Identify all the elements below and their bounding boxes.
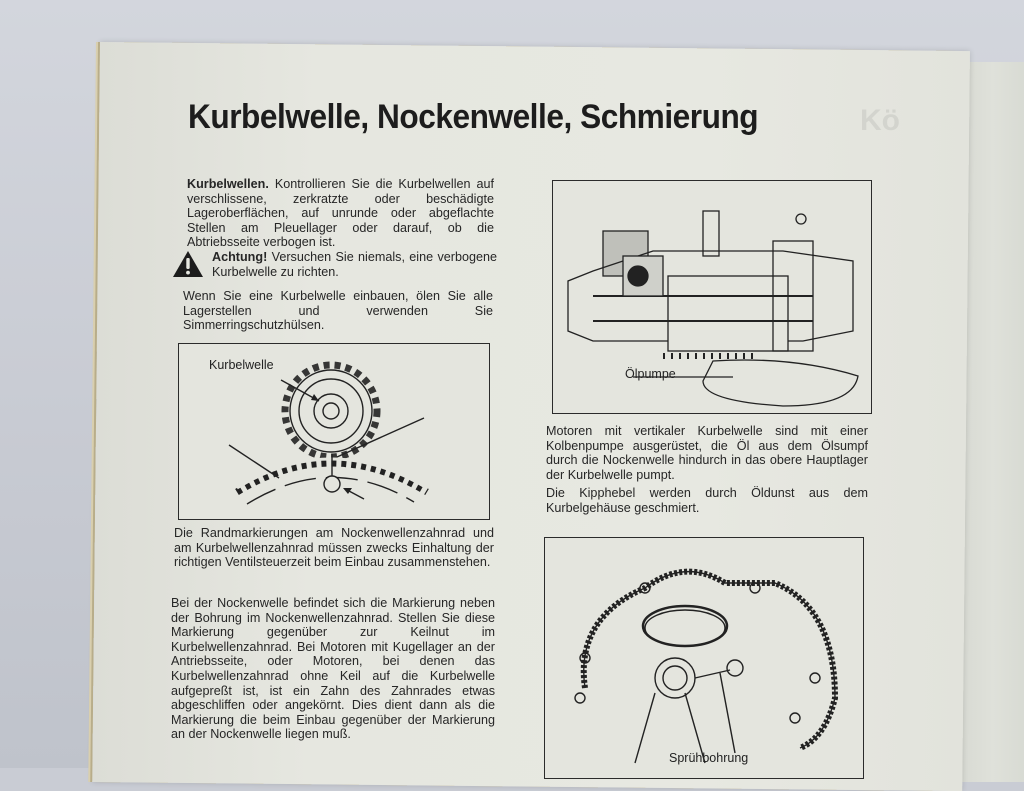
paragraph-text: Kontrollieren Sie die Kurbelwellen auf verschlissene, zerkratzte oder beschädigte Lageroberflächen, auf unrunde oder abgeflachte Stellen am Pleuellager oder darauf, ob die Abtriebsseite verbogen ist. — [187, 177, 494, 250]
ghost-title-right-page: Kö — [860, 104, 900, 137]
paragraph-nockenwelle-markierung — [171, 596, 495, 746]
figure-crankcase-cover — [544, 537, 864, 779]
paragraph-einbau — [183, 289, 493, 337]
paragraph-kurbelwellen — [187, 177, 494, 254]
warning-lead: Achtung! — [212, 250, 268, 264]
paragraph-lead: Kurbelwellen. — [187, 177, 269, 191]
figure-label-kurbelwelle: Kurbelwelle — [209, 358, 274, 372]
figure-engine-cutaway — [552, 180, 872, 414]
right-page-edge — [960, 62, 1024, 782]
paragraph-randmarkierungen — [174, 526, 494, 574]
paragraph-text: Wenn Sie eine Kurbelwelle einbauen, ölen Sie alle Lagerstellen und verwenden Sie Simmerringschutzhülsen. — [183, 289, 493, 333]
figure-label-oelpumpe: Ölpumpe — [625, 367, 676, 381]
engine-cutaway-drawing-icon — [553, 181, 871, 413]
paragraph-text: Die Randmarkierungen am Nockenwellenzahnrad und am Kurbelwellenzahnrad müssen zwecks Einhaltung der richtigen Ventilsteuerzeit beim Einbau zusammenstehen. — [174, 526, 494, 570]
paragraph-text: Bei der Nockenwelle befindet sich die Markierung neben der Bohrung im Nockenwellenzahnrad. Stellen Sie diese Markierung gegenüber zur Keilnut im Kurbelwellenzahnrad. Bei Motoren mit Kugellager an der Antriebsseite, oder Motoren, bei denen das Kurbelwellenzahnrad ohne Keil auf die Kurbelwelle aufgepreßt ist, ist ein Zahn des Zahnrades etwas abgeschliffen oder angekörnt. Dies dient dann als die Markierung die beim Einbau gegenüber der Markierung an der Nockenwelle liegen muß. — [171, 596, 495, 742]
page-title: Kurbelwelle, Nockenwelle, Schmierung — [188, 98, 759, 136]
paragraph-text: Die Kipphebel werden durch Öldunst aus dem Kurbelgehäuse geschmiert. — [546, 486, 868, 515]
figure-gear-timing — [178, 343, 490, 520]
paragraph-vertikale-kurbelwelle — [546, 424, 868, 520]
paragraph-text: Motoren mit vertikaler Kurbelwelle sind mit einer Kolbenpumpe ausgerüstet, die Öl aus dem Ölsumpf durch die Nockenwelle hindurch in das obere Hauptlager der Kurbelwelle pumpt. — [546, 424, 868, 482]
figure-label-spruehbohrung: Sprühbohrung — [669, 751, 749, 765]
warning-note — [172, 250, 497, 279]
warning-triangle-icon — [172, 250, 204, 278]
crankcase-cover-drawing-icon — [545, 538, 863, 778]
warning-text: Versuchen Sie niemals, eine verbogene Kurbelwelle zu richten. — [212, 250, 497, 279]
